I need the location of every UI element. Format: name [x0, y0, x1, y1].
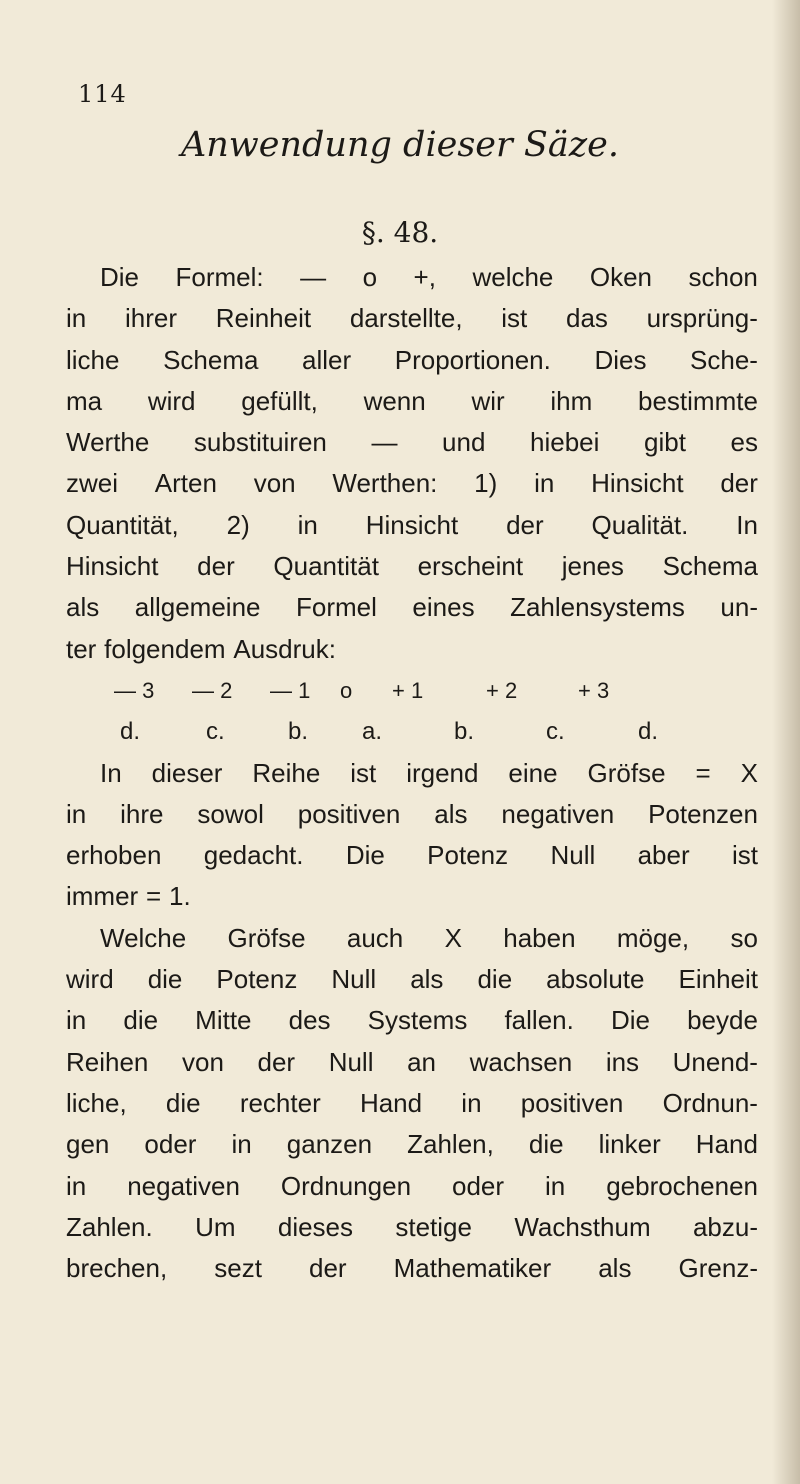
word: Unend- [672, 1046, 758, 1077]
word: in [461, 1087, 482, 1118]
word: wir [471, 385, 505, 416]
word: wird [147, 385, 196, 416]
text-line [66, 1000, 758, 1041]
word: Oken [589, 262, 653, 292]
word: Null [331, 964, 377, 995]
word: linker [598, 1129, 661, 1160]
text-line [66, 876, 758, 917]
word: Wachsthum [514, 1211, 651, 1242]
series-label: d. [120, 718, 141, 746]
word: — [371, 427, 398, 458]
word: immer [66, 881, 139, 912]
series-value: — 1 [270, 677, 311, 703]
word: sowol [197, 798, 264, 829]
word: negativen [501, 798, 615, 829]
word: Zahlen, [407, 1129, 494, 1160]
series-label-row [66, 711, 758, 752]
word: 1) [474, 468, 498, 499]
word: gen [66, 1129, 110, 1160]
word: Zahlensystems [510, 592, 685, 623]
word: absolute [546, 964, 645, 995]
text-line [66, 1083, 758, 1124]
word: auch [346, 922, 404, 953]
text-line [66, 298, 758, 339]
body-text [66, 257, 758, 1289]
series-value: — 2 [192, 677, 233, 703]
word: haben [503, 922, 576, 953]
word: Ausdruk: [233, 633, 336, 664]
word: erscheint [417, 551, 524, 582]
word: rechter [239, 1087, 321, 1118]
word: substituiren [193, 427, 327, 458]
word: das [566, 303, 608, 334]
word: in [297, 509, 318, 540]
word: Gröfse [587, 757, 666, 788]
word: der [309, 1253, 347, 1284]
series-value: — 3 [114, 677, 155, 703]
text-line [66, 257, 758, 298]
word: als [66, 592, 100, 623]
word: erhoben [66, 840, 162, 871]
word: Reihen [66, 1046, 149, 1077]
word: die [528, 1129, 564, 1160]
word: gedacht. [203, 840, 304, 871]
word: ursprüng- [646, 303, 758, 334]
word: die [147, 964, 183, 995]
word: folgendem [104, 633, 226, 664]
word: Ordnungen [280, 1170, 412, 1201]
word: dieses [277, 1211, 354, 1242]
section-heading: §. 48. [361, 216, 439, 249]
word: oder [144, 1129, 197, 1160]
series-label: c. [206, 718, 225, 746]
word: allgemeine [134, 592, 261, 623]
word: = [695, 757, 711, 788]
word: ist [731, 840, 758, 871]
word: liche, [66, 1087, 127, 1118]
word: Hand [695, 1129, 758, 1160]
word: Schema [662, 551, 758, 582]
word: X [444, 922, 462, 953]
number-series-row [66, 670, 758, 711]
word: die [123, 1005, 159, 1036]
word: Proportionen. [394, 344, 551, 375]
word: Potenz [427, 840, 509, 871]
word: fallen. [504, 1005, 574, 1036]
word: Null [550, 840, 596, 871]
running-head: Anwendung dieser Säze. [180, 125, 619, 165]
word: Systems [367, 1005, 468, 1036]
word: Welche [100, 922, 187, 953]
word: wenn [363, 385, 426, 416]
word: Die [610, 1005, 650, 1036]
word: 1. [169, 881, 191, 912]
word: als [434, 798, 468, 829]
word: abzu- [692, 1211, 758, 1242]
word: Quantität [273, 551, 379, 582]
word: In [100, 757, 122, 788]
text-line [66, 546, 758, 587]
text-line [66, 835, 758, 876]
word: in [544, 1170, 566, 1201]
word: Die [100, 262, 140, 292]
text-line [66, 381, 758, 422]
text-line [66, 1124, 758, 1165]
word: von [253, 468, 296, 499]
word: ihrer [124, 303, 177, 334]
word: Zahlen. [66, 1211, 153, 1242]
word: Werthe [66, 427, 150, 458]
text-line [66, 959, 758, 1000]
text-line [66, 753, 758, 794]
text-line [66, 1207, 758, 1248]
word: der [197, 551, 235, 582]
word: negativen [127, 1170, 240, 1201]
text-line [66, 794, 758, 835]
word: Grenz- [678, 1253, 758, 1284]
page-number: 114 [78, 80, 127, 108]
word: Qualität. [591, 509, 689, 540]
word: stetige [395, 1211, 472, 1242]
word: Werthen: [332, 468, 438, 499]
word: als [598, 1253, 632, 1284]
word: irgend [406, 757, 479, 788]
word: Quantität, [66, 509, 179, 540]
word: des [288, 1005, 331, 1036]
word: gebrochenen [606, 1170, 758, 1201]
word: +, [413, 262, 436, 292]
word: Einheit [678, 964, 758, 995]
word: von [182, 1046, 224, 1077]
word: 2) [226, 509, 250, 540]
word: der [257, 1046, 296, 1077]
series-label: a. [362, 718, 383, 746]
text-line [66, 1248, 758, 1289]
word: Hinsicht [591, 468, 684, 499]
word: welche [472, 262, 554, 292]
word: In [736, 509, 758, 540]
word: wird [66, 964, 114, 995]
word: in [66, 1170, 87, 1201]
word: = [146, 881, 162, 912]
word: ihre [120, 798, 164, 829]
word: der [720, 468, 758, 499]
word: ihm [550, 385, 593, 416]
word: dieser [151, 757, 223, 788]
text-line [66, 422, 758, 463]
word: eines [412, 592, 475, 623]
word: als [410, 964, 444, 995]
word: Mitte [195, 1005, 252, 1036]
word: Potenz [216, 964, 298, 995]
word: Schema [163, 344, 259, 375]
text-line [66, 340, 758, 381]
word: aller [302, 344, 352, 375]
word: Die [345, 840, 385, 871]
text-line [66, 505, 758, 546]
word: Ordnun- [662, 1087, 758, 1118]
word: ist [350, 757, 377, 788]
word: wachsen [469, 1046, 573, 1077]
word: jenes [561, 551, 624, 582]
word: Dies [594, 344, 647, 375]
word: o [362, 262, 378, 292]
word: es [730, 427, 758, 458]
text-line [66, 463, 758, 504]
word: oder [451, 1170, 505, 1201]
word: liche [66, 344, 120, 375]
word: ter [66, 633, 97, 664]
paragraph-2 [66, 753, 758, 918]
series-label: d. [638, 718, 659, 746]
word: in [231, 1129, 252, 1160]
word: ins [605, 1046, 640, 1077]
word: aber [637, 840, 690, 871]
word: — [300, 262, 327, 292]
word: Gröfse [227, 922, 306, 953]
word: in [66, 798, 87, 829]
series-value: + 3 [578, 677, 610, 703]
paragraph-1 [66, 257, 758, 670]
text-line [66, 587, 758, 628]
word: Formel: [175, 262, 264, 292]
word: Um [195, 1211, 236, 1242]
word: Mathematiker [393, 1253, 552, 1284]
word: Hinsicht [365, 509, 459, 540]
word: in [534, 468, 555, 499]
series-label: b. [288, 718, 309, 746]
series-value: o [340, 677, 353, 703]
series-value: + 2 [486, 677, 518, 703]
word: un- [720, 592, 758, 623]
word: der [506, 509, 544, 540]
word: gefüllt, [241, 385, 318, 416]
word: und [442, 427, 486, 458]
word: Reinheit [215, 303, 312, 334]
word: in [66, 303, 87, 334]
word: X [740, 757, 758, 788]
word: so [730, 922, 758, 953]
text-line [66, 918, 758, 959]
word: brechen, [66, 1253, 168, 1284]
word: beyde [687, 1005, 758, 1036]
word: ganzen [286, 1129, 373, 1160]
word: Sche- [690, 344, 758, 375]
word: in [66, 1005, 87, 1036]
word: sezt [214, 1253, 262, 1284]
word: Hinsicht [66, 551, 159, 582]
paragraph-3 [66, 918, 758, 1290]
text-line [66, 1166, 758, 1207]
word: ist [501, 303, 528, 334]
word: Null [328, 1046, 374, 1077]
word: die [477, 964, 513, 995]
series-value: + 1 [392, 677, 424, 703]
word: Formel [296, 592, 377, 623]
series-label: c. [546, 718, 565, 746]
word: die [165, 1087, 201, 1118]
word: ma [66, 385, 103, 416]
word: Potenzen [648, 798, 758, 829]
word: Reihe [252, 757, 321, 788]
series-label: b. [454, 718, 475, 746]
word: darstellte, [349, 303, 463, 334]
word: schon [688, 262, 758, 292]
word: an [407, 1046, 436, 1077]
word: hiebei [530, 427, 600, 458]
text-line [66, 629, 758, 670]
text-line [66, 1042, 758, 1083]
word: Hand [359, 1087, 423, 1118]
word: eine [508, 757, 558, 788]
word: möge, [616, 922, 690, 953]
word: Arten [154, 468, 217, 499]
word: bestimmte [638, 385, 758, 416]
word: positiven [520, 1087, 624, 1118]
word: gibt [644, 427, 686, 458]
word: zwei [66, 468, 119, 499]
word: positiven [297, 798, 401, 829]
